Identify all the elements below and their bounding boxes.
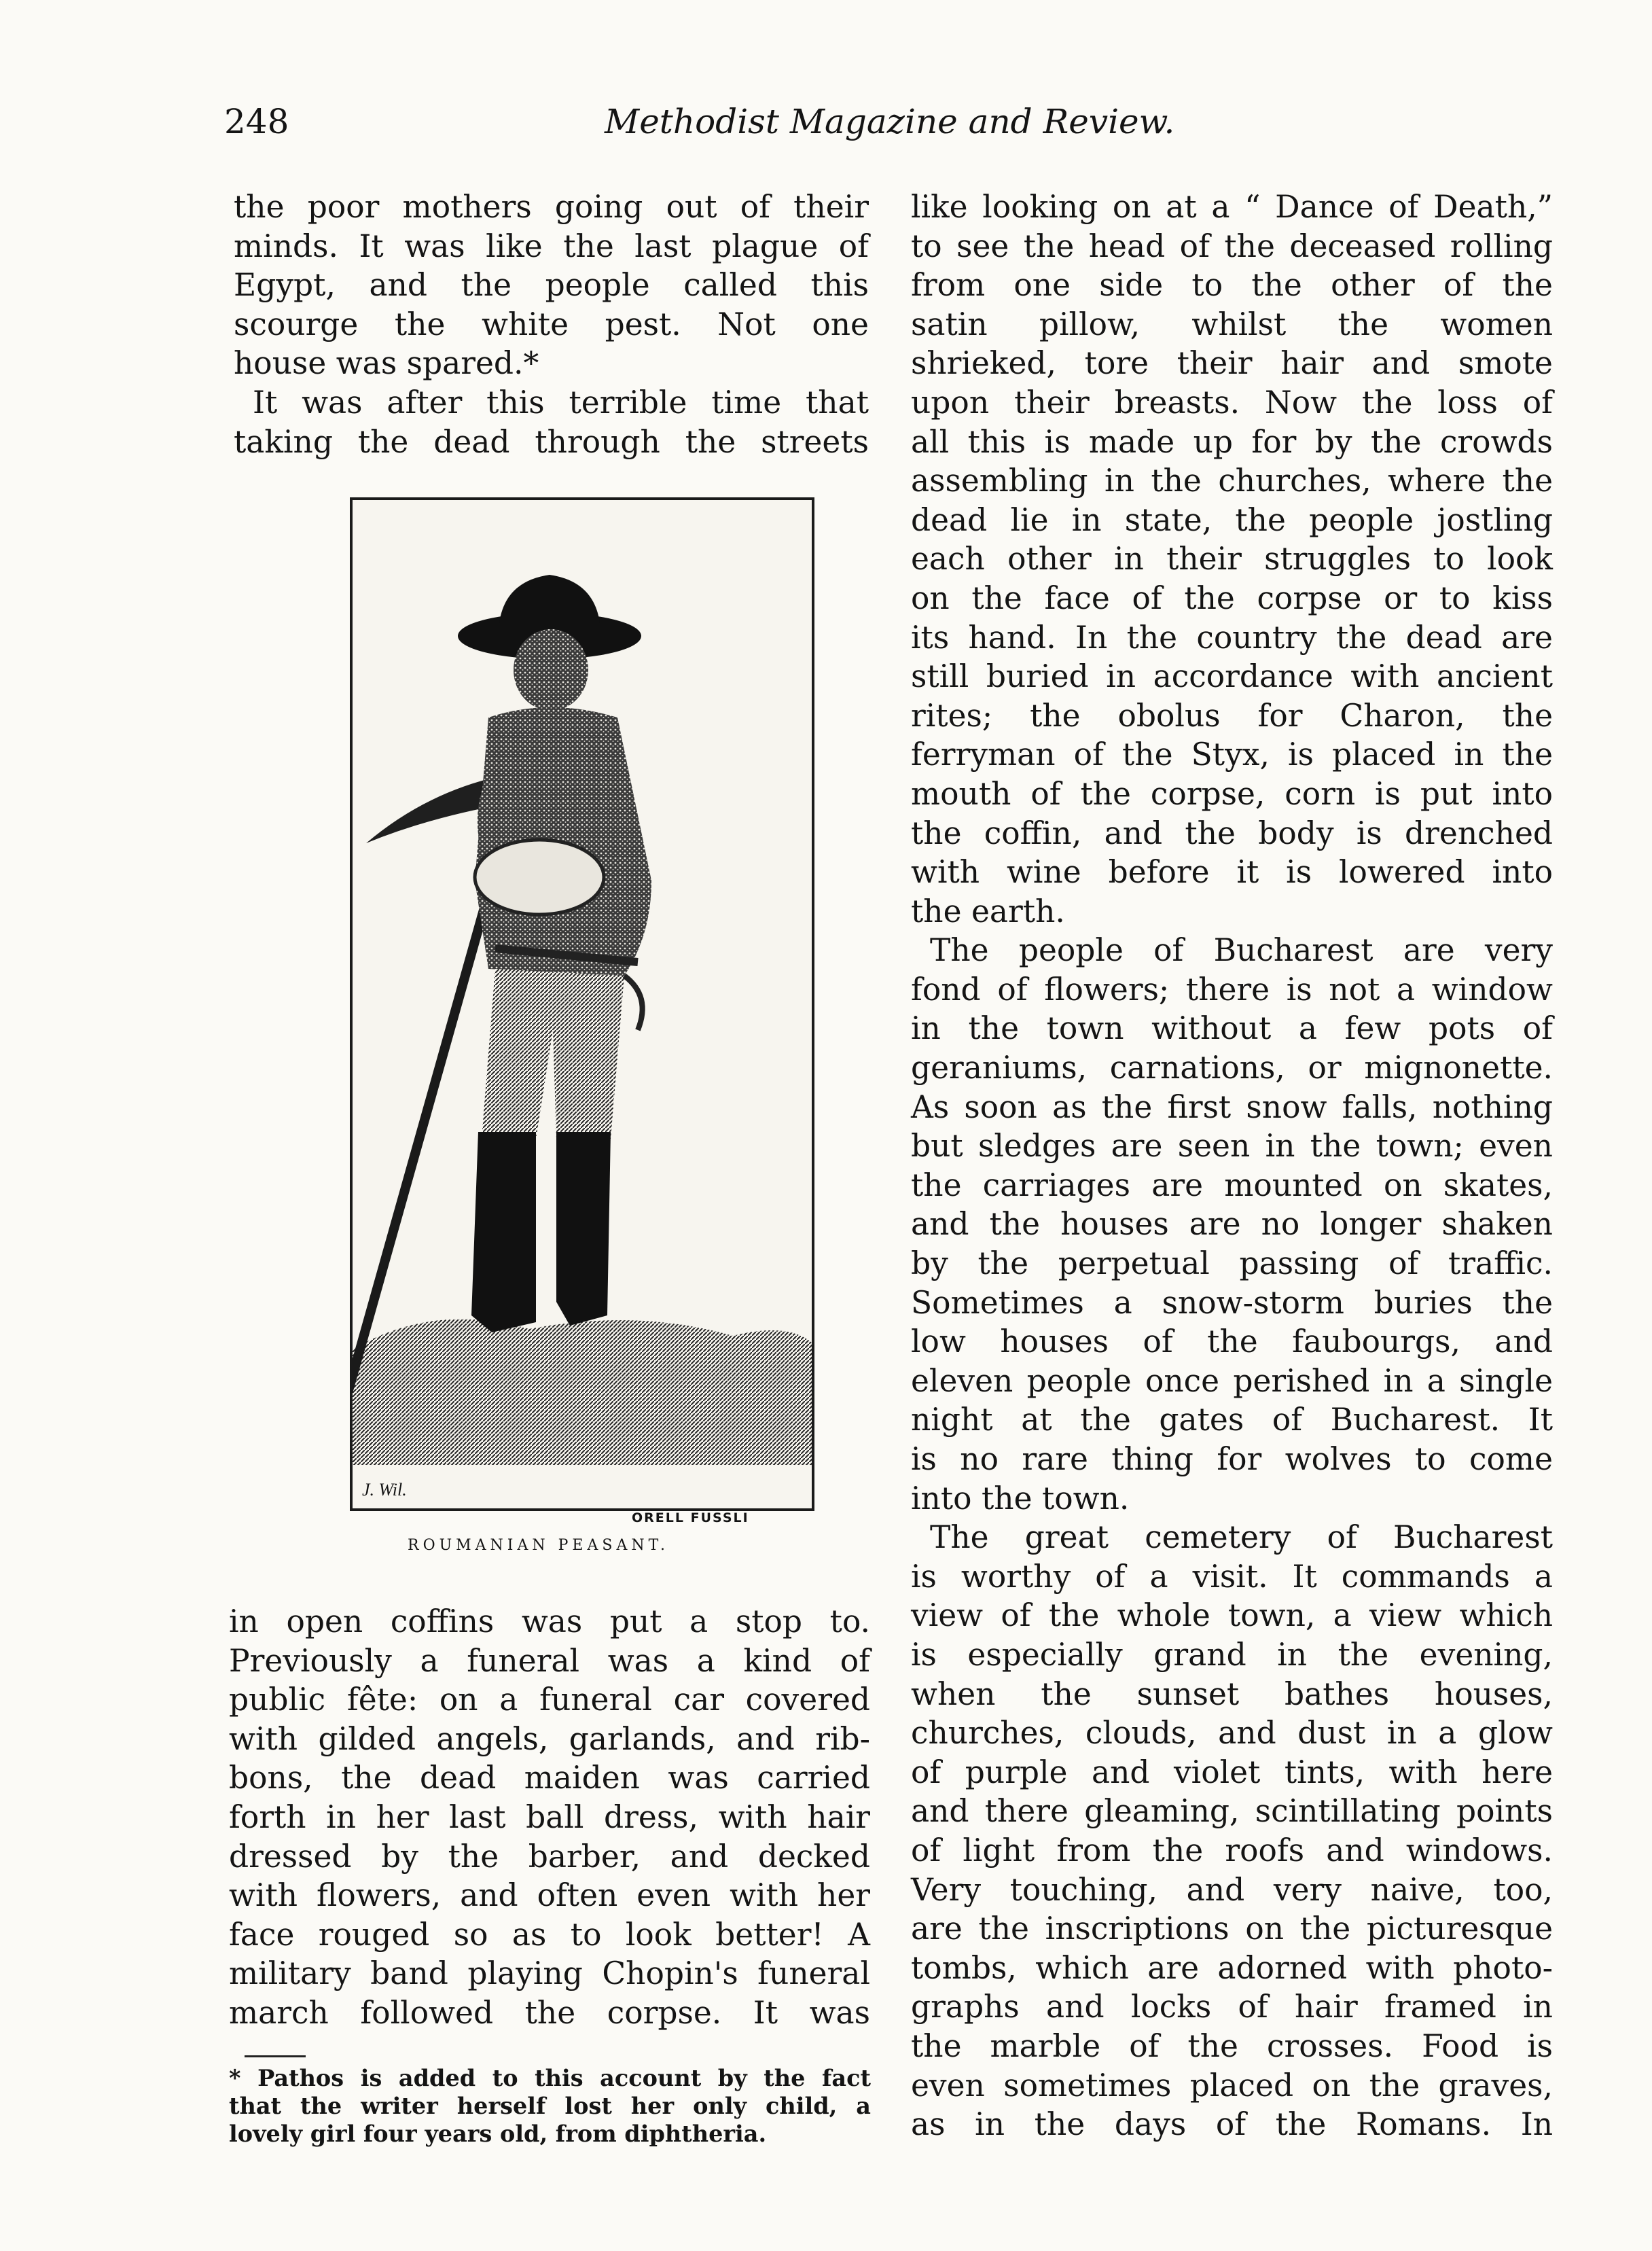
text-line: Very touching, and very naive, too, [911, 1871, 1553, 1908]
text-line: of light from the roofs and windows. [911, 1832, 1553, 1868]
text-line: is especially grand in the evening, [911, 1636, 1553, 1673]
footnote-rule [245, 2055, 306, 2057]
page-number: 248 [224, 102, 289, 141]
footnote-line: that the writer herself lost her only child, a [229, 2093, 871, 2119]
text-line: with gilded angels, garlands, and rib- [229, 1720, 870, 1757]
left-column-top [234, 188, 869, 461]
text-line: churches, clouds, and dust in a glow [911, 1715, 1553, 1752]
text-line: satin pillow, whilst the women [911, 306, 1553, 342]
text-line: The great cemetery of Bucharest [930, 1519, 1553, 1556]
text-line: when the sunset bathes houses, [911, 1676, 1553, 1712]
text-line: is no rare thing for wolves to come [911, 1441, 1553, 1477]
text-line: eleven people once perished in a single [911, 1362, 1553, 1399]
text-line: upon their breasts. Now the loss of [911, 384, 1553, 421]
figure-caption: ROUMANIAN PEASANT. [408, 1537, 670, 1554]
text-line: each other in their struggles to look [911, 541, 1553, 578]
text-line: forth in her last ball dress, with hair [229, 1798, 870, 1835]
text-line: from one side to the other of the [911, 267, 1553, 304]
text-line: with wine before it is lowered into [911, 854, 1553, 891]
text-line: with flowers, and often even with her [229, 1877, 870, 1914]
ground [353, 1319, 812, 1465]
text-line: is worthy of a visit. It commands a [911, 1558, 1553, 1595]
text-line: It was after this terrible time that [253, 384, 869, 421]
text-line: but sledges are seen in the town; even [911, 1128, 1553, 1165]
text-line: Sometimes a snow-storm buries the [911, 1284, 1553, 1321]
scythe-handle [414, 1465, 651, 1508]
text-line: bons, the dead maiden was carried [229, 1760, 870, 1796]
text-line: the marble of the crosses. Food is [911, 2027, 1553, 2064]
text-line: in open coffins was put a stop to. [229, 1603, 870, 1639]
left-column-bottom [229, 1602, 870, 2033]
footnote-line: * Pathos is added to this account by the fact [229, 2065, 871, 2091]
text-line: its hand. In the country the dead are [911, 619, 1553, 656]
page-header [224, 102, 1209, 149]
text-line: The people of Bucharest are very [930, 932, 1553, 969]
engraver-credit: ORELL FUSSLI [632, 1510, 749, 1525]
text-line: Egypt, and the people called this [234, 267, 869, 304]
illustrator-signature: J. Wil. [362, 1480, 407, 1500]
text-line: on the face of the corpse or to kiss [911, 580, 1553, 616]
text-line: mouth of the corpse, corn is put into [911, 775, 1553, 812]
text-line: dressed by the barber, and decked [229, 1838, 870, 1875]
text-line: and there gleaming, scintillating points [911, 1793, 1553, 1830]
text-line: house was spared.* [234, 345, 539, 382]
text-line: public fête: on a funeral car covered [229, 1682, 870, 1718]
text-line: geraniums, carnations, or mignonette. [911, 1050, 1553, 1086]
text-line: dead lie in state, the people jostling [911, 501, 1553, 538]
text-line: scourge the white pest. Not one [234, 306, 869, 342]
text-line: still buried in accordance with ancient [911, 658, 1553, 695]
boot-right [556, 1132, 611, 1326]
footnote-line: lovely girl four years old, from diphtheria. [229, 2121, 767, 2147]
text-line: low houses of the faubourgs, and [911, 1324, 1553, 1360]
text-line: night at the gates of Bucharest. It [911, 1402, 1553, 1438]
text-line: view of the whole town, a view which [911, 1597, 1553, 1634]
peasant-engraving [353, 500, 812, 1508]
text-line: of purple and violet tints, with here [911, 1754, 1553, 1790]
text-line: ferryman of the Styx, is placed in the [911, 737, 1553, 773]
text-line: the poor mothers going out of their [234, 189, 869, 225]
head [514, 629, 588, 711]
text-line: into the town. [911, 1480, 1130, 1517]
text-line: taking the dead through the streets [234, 423, 869, 460]
running-title: Methodist Magazine and Review. [605, 102, 1175, 141]
text-line: graphs and locks of hair framed in [911, 1989, 1553, 2025]
text-line: face rouged so as to look better! A [229, 1916, 870, 1953]
text-line: to see the head of the deceased rolling [911, 228, 1553, 264]
text-line: by the perpetual passing of traffic. [911, 1245, 1553, 1282]
peasant-illustration [350, 497, 814, 1511]
text-line: like looking on at a “ Dance of Death,” [911, 189, 1553, 225]
text-line: tombs, which are adorned with photo- [911, 1949, 1553, 1986]
text-line: shrieked, tore their hair and smote [911, 345, 1553, 382]
flask [624, 976, 643, 1030]
text-line: the earth. [911, 893, 1065, 929]
text-line: As soon as the first snow falls, nothing [911, 1088, 1553, 1125]
text-line: in the town without a few pots of [911, 1010, 1553, 1047]
text-line: the carriages are mounted on skates, [911, 1167, 1553, 1203]
text-line: Previously a funeral was a kind of [229, 1642, 870, 1679]
text-line: fond of flowers; there is not a window [911, 971, 1553, 1008]
boot-left [471, 1132, 536, 1332]
text-line: as in the days of the Romans. In [911, 2106, 1553, 2143]
text-line: all this is made up for by the crowds [911, 423, 1553, 460]
text-line: are the inscriptions on the picturesque [911, 1911, 1553, 1947]
text-line: assembling in the churches, where the [911, 463, 1553, 499]
text-line: military band playing Chopin's funeral [229, 1955, 870, 1992]
text-line: the coffin, and the body is drenched [911, 815, 1553, 851]
text-line: minds. It was like the last plague of [234, 228, 869, 264]
trousers [482, 969, 624, 1139]
text-line: march followed the corpse. It was [229, 1994, 870, 2031]
text-line: even sometimes placed on the graves, [911, 2067, 1553, 2104]
hat-crown [499, 575, 600, 629]
right-column [911, 188, 1553, 2144]
footnote [229, 2064, 871, 2148]
bundle [475, 840, 604, 915]
text-line: and the houses are no longer shaken [911, 1206, 1553, 1243]
text-line: rites; the obolus for Charon, the [911, 697, 1553, 734]
